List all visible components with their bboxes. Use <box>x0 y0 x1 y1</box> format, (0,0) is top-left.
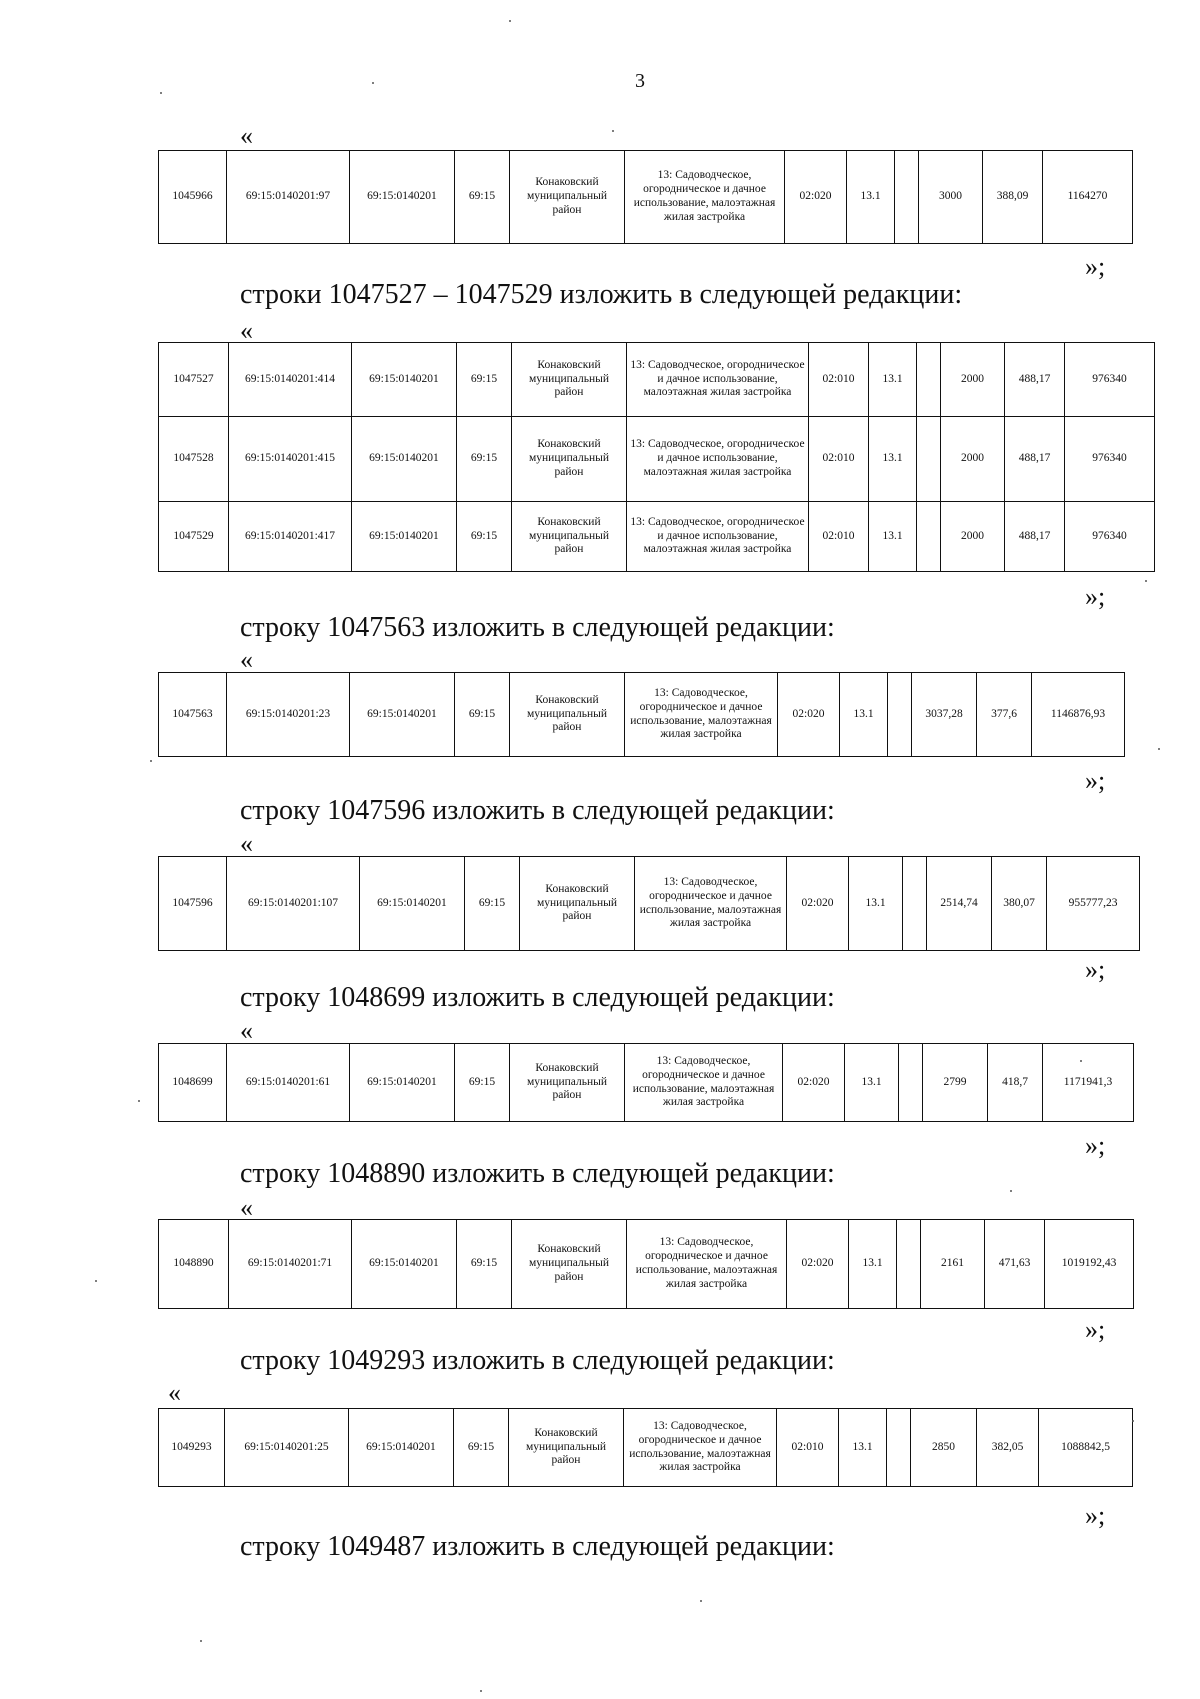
record-table <box>158 342 1155 572</box>
table-cell: 3000 <box>919 151 983 244</box>
table-cell: 1019192,43 <box>1045 1220 1134 1309</box>
table-cell: 69:15:0140201:415 <box>229 417 352 502</box>
closing-quote: »; <box>1085 766 1106 795</box>
table-cell: 1045966 <box>159 151 227 244</box>
table-cell: 02:020 <box>778 673 840 757</box>
table-cell: 2000 <box>941 502 1005 572</box>
table-cell: 69:15 <box>455 151 510 244</box>
table-cell: 488,17 <box>1005 343 1065 417</box>
table-row <box>159 502 1155 572</box>
table-cell: 1047529 <box>159 502 229 572</box>
table-cell: 69:15 <box>454 1409 509 1487</box>
table-cell: 02:010 <box>809 343 869 417</box>
table-cell: 2000 <box>941 343 1005 417</box>
table-cell: 471,63 <box>985 1220 1045 1309</box>
table-cell: 13.1 <box>840 673 888 757</box>
table-row <box>159 1220 1134 1309</box>
table-row <box>159 343 1155 417</box>
scan-speck <box>1010 1190 1012 1192</box>
table-cell: 69:15:0140201:25 <box>225 1409 349 1487</box>
table-cell: 69:15:0140201:417 <box>229 502 352 572</box>
table-cell: Конаковский муниципальный район <box>520 857 635 951</box>
table-cell: 13: Садоводческое, огородническое и дачное использование, малоэтажная жилая застройка <box>635 857 787 951</box>
table-cell: 2161 <box>921 1220 985 1309</box>
table-cell: 380,07 <box>992 857 1047 951</box>
table-row <box>159 1409 1133 1487</box>
opening-quote: « <box>168 1378 181 1407</box>
record-table <box>158 856 1140 951</box>
table-cell: 13.1 <box>869 343 917 417</box>
record-table <box>158 1219 1134 1309</box>
section-heading: строку 1049293 изложить в следующей редакции: <box>240 1345 835 1376</box>
table-cell: 13: Садоводческое, огородническое и дачное использование, малоэтажная жилая застройка <box>627 417 809 502</box>
table-cell: 2514,74 <box>927 857 992 951</box>
table-cell <box>897 1220 921 1309</box>
table-cell: Конаковский муниципальный район <box>512 1220 627 1309</box>
table-cell: 02:020 <box>783 1044 845 1122</box>
table-cell: Конаковский муниципальный район <box>512 417 627 502</box>
table-cell: 13: Садоводческое, огородническое и дачное использование, малоэтажная жилая застройка <box>624 1409 777 1487</box>
record-table <box>158 150 1133 244</box>
table-cell: 13.1 <box>869 417 917 502</box>
scan-speck <box>372 82 374 84</box>
table-cell: 976340 <box>1065 343 1155 417</box>
table-cell: 13: Садоводческое, огородническое и дачное использование, малоэтажная жилая застройка <box>627 502 809 572</box>
section-heading: строку 1047563 изложить в следующей редакции: <box>240 612 835 643</box>
table-cell: 418,7 <box>988 1044 1043 1122</box>
table-cell: 69:15 <box>457 1220 512 1309</box>
table-cell: 13: Садоводческое, огородническое и дачное использование, малоэтажная жилая застройка <box>627 1220 787 1309</box>
scan-speck <box>509 20 511 22</box>
table-cell: 69:15:0140201:71 <box>229 1220 352 1309</box>
scan-speck <box>160 92 162 94</box>
table-cell: 13.1 <box>839 1409 887 1487</box>
opening-quote: « <box>240 645 253 674</box>
table-cell: 2850 <box>911 1409 977 1487</box>
table-cell: Конаковский муниципальный район <box>510 673 625 757</box>
table-cell: Конаковский муниципальный район <box>510 151 625 244</box>
scan-speck <box>480 1690 482 1692</box>
scan-speck <box>95 1280 97 1282</box>
table-cell: 1047596 <box>159 857 227 951</box>
table-cell: 69:15:0140201 <box>350 151 455 244</box>
table-cell: 1047563 <box>159 673 227 757</box>
opening-quote: « <box>240 1193 253 1222</box>
table-cell: 976340 <box>1065 502 1155 572</box>
closing-quote: »; <box>1085 1315 1106 1344</box>
table-cell: Конаковский муниципальный район <box>512 502 627 572</box>
table-cell <box>895 151 919 244</box>
table-cell: 488,17 <box>1005 502 1065 572</box>
scan-speck <box>150 760 152 762</box>
closing-quote: »; <box>1085 582 1106 611</box>
table-cell: 1047528 <box>159 417 229 502</box>
table-row <box>159 151 1133 244</box>
table-cell: 69:15 <box>457 417 512 502</box>
table-cell: 69:15:0140201 <box>352 502 457 572</box>
scan-speck <box>200 1640 202 1642</box>
table-cell: 1088842,5 <box>1039 1409 1133 1487</box>
table-cell: 69:15 <box>455 1044 510 1122</box>
table-cell: 69:15:0140201 <box>349 1409 454 1487</box>
section-heading: строку 1049487 изложить в следующей редакции: <box>240 1531 835 1562</box>
table-cell: 13: Садоводческое, огородническое и дачное использование, малоэтажная жилая застройка <box>625 673 778 757</box>
opening-quote: « <box>240 829 253 858</box>
table-cell: 1146876,93 <box>1032 673 1125 757</box>
table-cell: Конаковский муниципальный район <box>512 343 627 417</box>
record-table <box>158 672 1125 757</box>
opening-quote: « <box>240 1016 253 1045</box>
table-cell: 69:15 <box>455 673 510 757</box>
closing-quote: »; <box>1085 1131 1106 1160</box>
table-cell <box>899 1044 923 1122</box>
table-cell: 69:15:0140201:61 <box>227 1044 350 1122</box>
table-cell: 69:15 <box>457 502 512 572</box>
table-cell: 13.1 <box>847 151 895 244</box>
table-cell: 976340 <box>1065 417 1155 502</box>
scan-speck <box>1158 748 1160 750</box>
table-cell <box>917 417 941 502</box>
table-cell: 02:020 <box>787 857 849 951</box>
table-cell: 2000 <box>941 417 1005 502</box>
table-row <box>159 417 1155 502</box>
table-cell: 69:15:0140201 <box>350 673 455 757</box>
table-cell: 69:15:0140201:23 <box>227 673 350 757</box>
table-cell: 955777,23 <box>1047 857 1140 951</box>
table-cell: 69:15 <box>457 343 512 417</box>
opening-quote: « <box>240 316 253 345</box>
scan-speck <box>138 1100 140 1102</box>
table-cell <box>903 857 927 951</box>
table-cell <box>887 1409 911 1487</box>
table-cell: 13.1 <box>869 502 917 572</box>
section-heading: строки 1047527 – 1047529 изложить в следующей редакции: <box>240 279 963 310</box>
record-table <box>158 1043 1134 1122</box>
scan-speck <box>700 1600 702 1602</box>
scan-speck <box>1145 580 1147 582</box>
table-cell: 69:15 <box>465 857 520 951</box>
table-cell: 1164270 <box>1043 151 1133 244</box>
page-number: 3 <box>635 70 645 92</box>
table-cell: 13: Садоводческое, огородническое и дачное использование, малоэтажная жилая застройка <box>625 151 785 244</box>
table-cell: 13: Садоводческое, огородническое и дачное использование, малоэтажная жилая застройка <box>627 343 809 417</box>
table-cell: 02:010 <box>809 502 869 572</box>
table-row <box>159 673 1125 757</box>
scan-speck <box>1080 1060 1082 1062</box>
table-cell: 13.1 <box>849 1220 897 1309</box>
table-cell: 69:15:0140201 <box>352 1220 457 1309</box>
table-cell: 69:15:0140201 <box>352 417 457 502</box>
table-cell: 02:020 <box>787 1220 849 1309</box>
table-cell <box>917 502 941 572</box>
table-cell: 488,17 <box>1005 417 1065 502</box>
table-cell: Конаковский муниципальный район <box>510 1044 625 1122</box>
table-cell: 1171941,3 <box>1043 1044 1134 1122</box>
table-cell: 02:010 <box>777 1409 839 1487</box>
section-heading: строку 1047596 изложить в следующей редакции: <box>240 795 835 826</box>
table-cell: 69:15:0140201 <box>350 1044 455 1122</box>
table-cell: 69:15:0140201 <box>352 343 457 417</box>
table-cell: 69:15:0140201 <box>360 857 465 951</box>
section-heading: строку 1048890 изложить в следующей редакции: <box>240 1158 835 1189</box>
scan-speck <box>612 130 614 132</box>
table-cell: 02:020 <box>785 151 847 244</box>
table-cell: 69:15:0140201:414 <box>229 343 352 417</box>
table-cell: 13: Садоводческое, огородническое и дачное использование, малоэтажная жилая застройка <box>625 1044 783 1122</box>
closing-quote: »; <box>1085 1501 1106 1530</box>
table-cell: 1048890 <box>159 1220 229 1309</box>
table-row <box>159 1044 1134 1122</box>
table-cell: 382,05 <box>977 1409 1039 1487</box>
table-cell: 1049293 <box>159 1409 225 1487</box>
opening-quote: « <box>240 121 253 150</box>
scan-speck <box>1132 1420 1134 1422</box>
table-cell: 388,09 <box>983 151 1043 244</box>
table-cell <box>917 343 941 417</box>
table-cell: 3037,28 <box>912 673 977 757</box>
table-cell: 1047527 <box>159 343 229 417</box>
table-row <box>159 857 1140 951</box>
section-heading: строку 1048699 изложить в следующей редакции: <box>240 982 835 1013</box>
table-cell: 02:010 <box>809 417 869 502</box>
record-table <box>158 1408 1133 1487</box>
table-cell: 2799 <box>923 1044 988 1122</box>
table-cell: 1048699 <box>159 1044 227 1122</box>
table-cell <box>888 673 912 757</box>
table-cell: 377,6 <box>977 673 1032 757</box>
table-cell: 13.1 <box>845 1044 899 1122</box>
table-cell: 13.1 <box>849 857 903 951</box>
closing-quote: »; <box>1085 955 1106 984</box>
table-cell: 69:15:0140201:107 <box>227 857 360 951</box>
closing-quote: »; <box>1085 252 1106 281</box>
table-cell: Конаковский муниципальный район <box>509 1409 624 1487</box>
table-cell: 69:15:0140201:97 <box>227 151 350 244</box>
